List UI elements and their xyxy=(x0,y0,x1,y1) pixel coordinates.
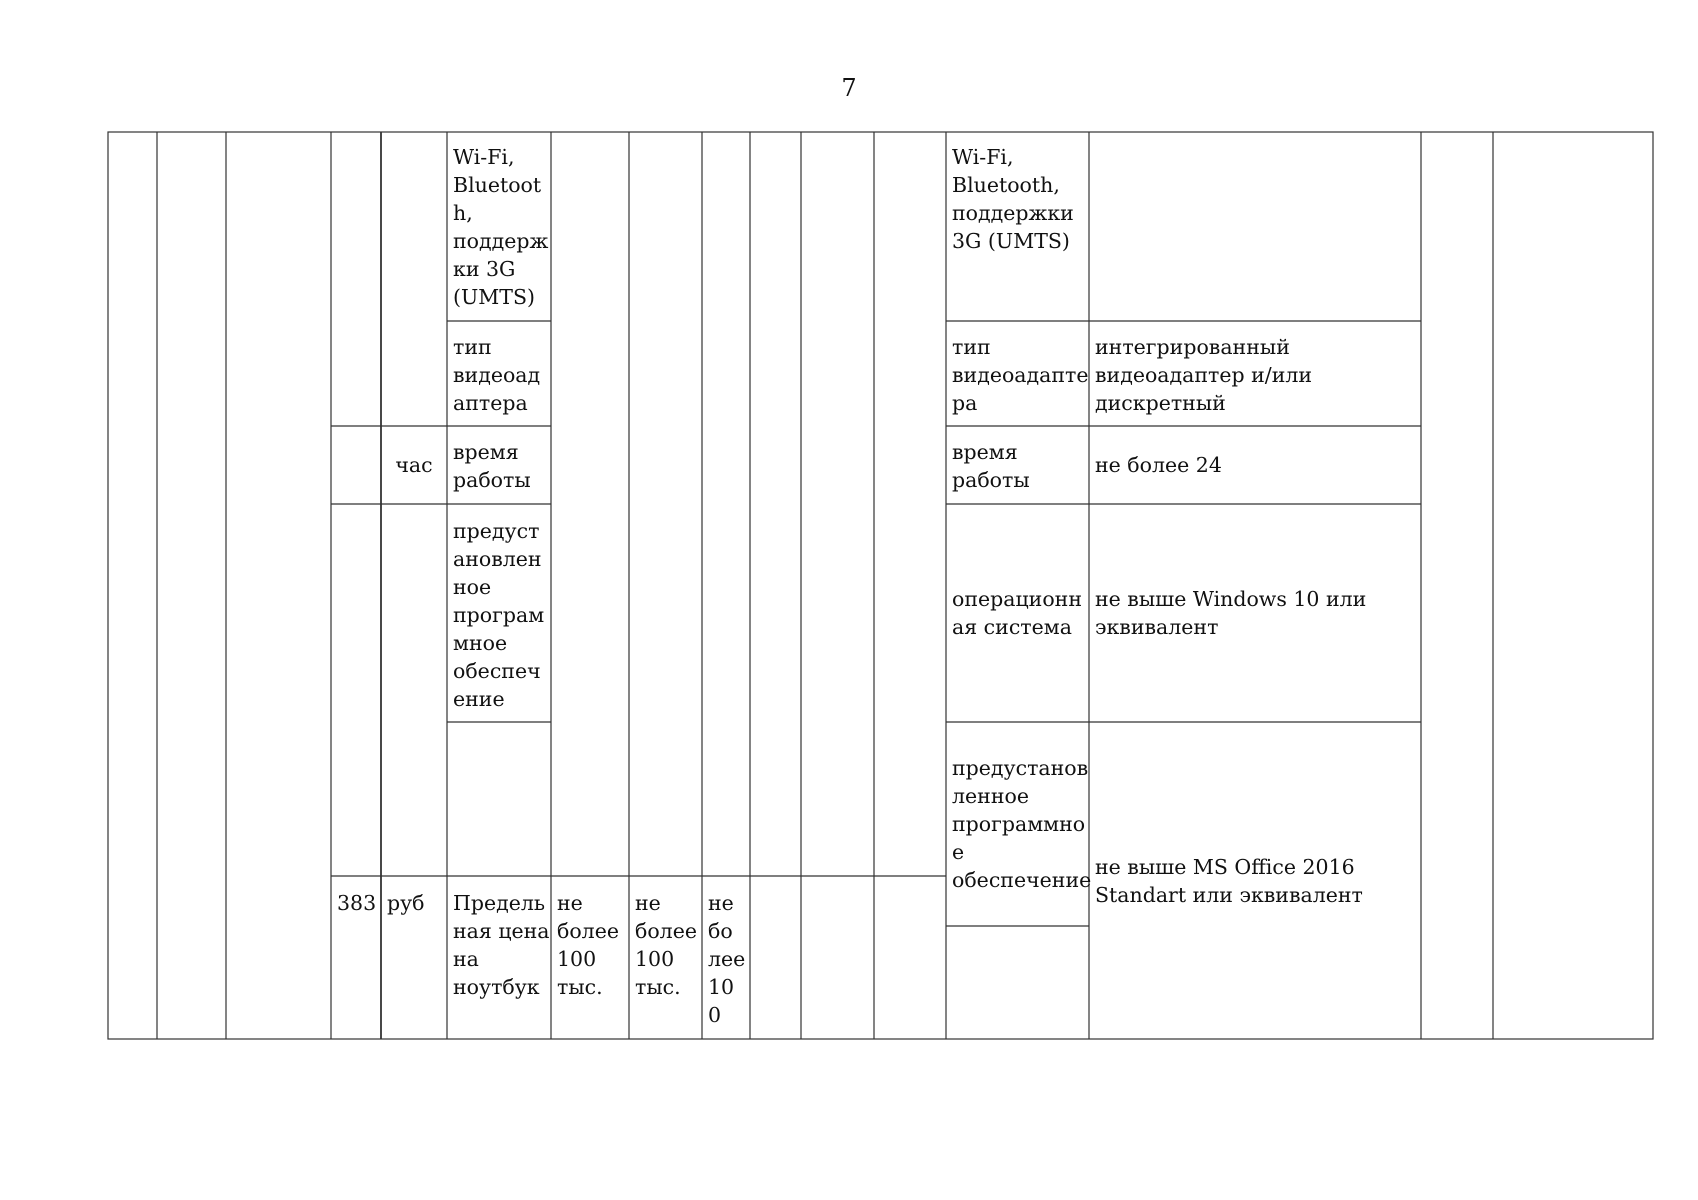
os-cell: операционн ая система xyxy=(952,587,1082,639)
video-value-cell: интегрированный видеоадаптер и/или дискретный xyxy=(1095,335,1313,415)
video-type-cell: тип видеоад аптера xyxy=(453,335,541,415)
video-type-cell: тип видеоадапте ра xyxy=(952,335,1089,415)
price-limit-label-cell: Предель ная цена на ноутбук xyxy=(453,891,550,999)
item-code-cell: 383 xyxy=(337,891,377,915)
preinstalled-software-cell: предуст ановлен ное програм мное обеспеч ение xyxy=(453,519,545,711)
os-value-cell: не выше Windows 10 или эквивалент xyxy=(1095,587,1367,639)
price-value-cell: не более 100 тыс. xyxy=(635,891,697,999)
work-time-value-cell: не более 24 xyxy=(1095,453,1222,477)
work-time-cell: время работы xyxy=(453,440,531,492)
hours-unit-cell: час xyxy=(395,453,433,477)
price-value-cell: не более 100 тыс. xyxy=(557,891,619,999)
page-number: 7 xyxy=(841,74,857,102)
software-value-cell: не выше MS Office 2016 Standart или эквивалент xyxy=(1095,854,1363,907)
price-value-cell: не бо лее 10 0 xyxy=(708,891,746,1027)
currency-cell: руб xyxy=(387,891,425,915)
software-cell: предустанов ленное программно е обеспечение xyxy=(952,756,1092,892)
connectivity-cell: Wi-Fi, Bluetooth, поддержки 3G (UMTS) xyxy=(952,145,1074,253)
work-time-cell: время работы xyxy=(952,440,1030,492)
connectivity-cell: Wi-Fi, Bluetoot h, поддерж ки 3G (UMTS) xyxy=(453,145,549,309)
